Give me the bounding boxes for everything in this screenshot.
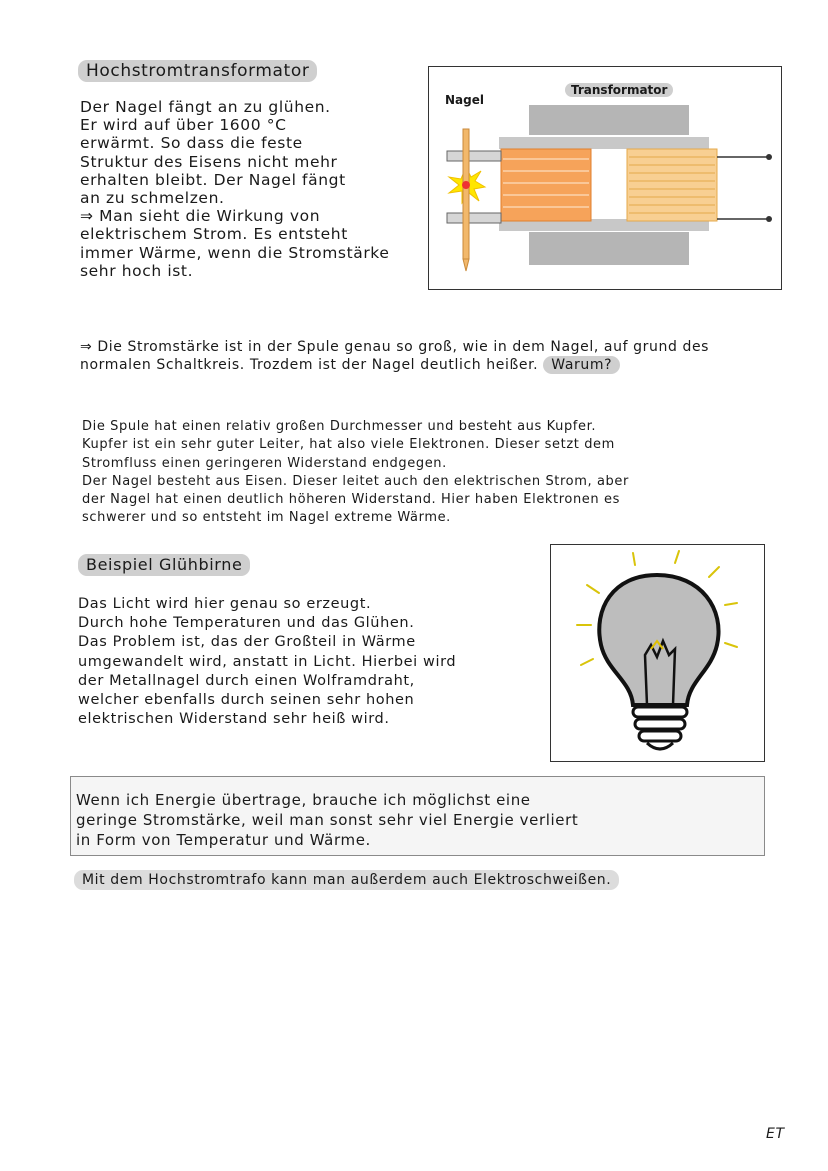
core-top [529,105,689,135]
summary-text: Wenn ich Energie übertrage, brauche ich möglichst eine geringe Stromstärke, weil man sonst sehr viel Energie verliert in Form von Temperatur und Wärme. [76,791,579,849]
lightbulb-icon [551,545,763,760]
bulb-base-ring-3 [639,731,681,741]
transformer-label: Transformator [565,83,673,97]
core-bottom [529,232,689,265]
example-heading [78,554,250,576]
core-upper-bar [499,137,709,149]
signature: ET [766,1126,785,1142]
nail-label: Nagel [445,93,484,107]
page-title-text: Hochstromtransformator [78,60,317,82]
question-highlight: Warum? [543,356,620,374]
footer-note-text: Mit dem Hochstromtrafo kann man außerdem auch Elektroschweißen. [74,870,619,890]
arrow-paragraph-text: ⇒ Die Stromstärke ist in der Spule genau so groß, wie in dem Nagel, auf grund des normalen Schaltkreis. Trozdem ist der Nagel deutlich heißer. [80,339,710,373]
lower-clamp [447,213,501,223]
lightbulb-figure [550,544,765,762]
bulb-tip [647,743,673,749]
explanation-paragraph: Die Spule hat einen relativ großen Durchmesser und besteht aus Kupfer. Kupfer ist ein sehr guter Leiter, hat also viele Elektronen. Dieser setzt dem Stromfluss einen geringeren Widerstand endgegen. Der Nagel besteht aus Eisen. Dieser leitet auch den elektrischen Strom, aber der Nagel hat einen deutlich höheren Widerstand. Hier haben Elektronen es schwerer und so entsteht im Nagel extreme Wärme. [82,419,629,526]
intro-paragraph: Der Nagel fängt an zu glühen. Er wird auf über 1600 °C erwärmt. So dass die feste Struktur des Eisens nicht mehr erhalten bleibt. Der Nagel fängt an zu schmelzen. ⇒ Man sieht die Wirkung von elektrischem Strom. Es entsteht immer Wärme, wenn die Stromstärke sehr hoch ist. [80,98,390,280]
example-heading-text: Beispiel Glühbirne [78,554,250,576]
arrow-paragraph [80,338,780,374]
upper-clamp [447,151,501,161]
secondary-coil [627,149,717,221]
bulb-base-ring-2 [635,719,685,729]
example-paragraph: Das Licht wird hier genau so erzeugt. Durch hohe Temperaturen und das Glühen. Das Problem ist, das der Großteil in Wärme umgewandelt wird, anstatt in Licht. Hierbei wird der Metallnagel durch einen Wolframdraht, welcher ebenfalls durch seinen sehr hohen elektrischen Widerstand sehr heiß wird. [78,596,457,728]
nail-icon [463,129,469,259]
footer-note [74,870,619,890]
glow-spot [462,181,470,189]
transformer-figure [428,66,782,290]
bulb-base-ring-1 [633,707,687,717]
page-title [78,60,317,82]
primary-coil [501,149,591,221]
bulb-glass [599,575,718,705]
